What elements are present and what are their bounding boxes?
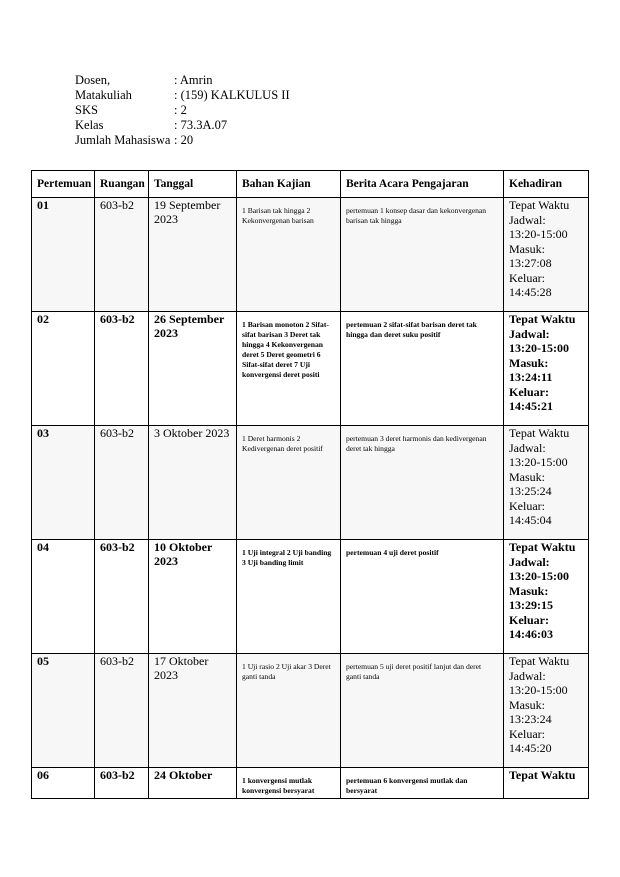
col-header-teaching-notes: Berita Acara Pengajaran [341, 171, 504, 198]
meeting-number: 02 [32, 312, 95, 426]
check-out-time: 14:46:03 [509, 627, 553, 641]
attendance-table [31, 170, 589, 799]
date-cell: 3 Oktober 2023 [149, 426, 237, 540]
attendance-status: Tepat Waktu [509, 198, 570, 212]
check-in-time: 13:25:24 [509, 484, 552, 498]
attendance-cell [504, 312, 589, 426]
meeting-number: 03 [32, 426, 95, 540]
topic-cell: 1 Uji integral 2 Uji banding 3 Uji banding limit [237, 540, 341, 654]
credits-row [75, 103, 290, 118]
meeting-number: 01 [32, 198, 95, 312]
teaching-notes-cell: pertemuan 5 uji deret positif lanjut dan deret ganti tanda [341, 654, 504, 768]
class-label: Kelas [75, 118, 104, 132]
schedule-time: 13:20-15:00 [509, 569, 569, 583]
attendance-cell [504, 654, 589, 768]
date-cell: 17 Oktober 2023 [149, 654, 237, 768]
check-out-label: Keluar: [509, 270, 545, 285]
table-row [32, 654, 589, 768]
col-header-date: Tanggal [149, 171, 237, 198]
check-in-label: Masuk: [509, 241, 545, 256]
check-in-time: 13:29:15 [509, 598, 553, 612]
schedule-time: 13:20-15:00 [509, 455, 568, 469]
room-cell: 603-b2 [95, 426, 149, 540]
teaching-notes-cell: pertemuan 2 sifat-sifat barisan deret tak hingga dan deret suku positif [341, 312, 504, 426]
course-info-header [75, 73, 290, 148]
attendance-status: Tepat Waktu [509, 654, 570, 668]
topic-cell: 1 Uji rasio 2 Uji akar 3 Deret ganti tanda [237, 654, 341, 768]
topic-cell: 1 Deret harmonis 2 Kedivergenan deret positif [237, 426, 341, 540]
col-header-topic: Bahan Kajian [237, 171, 341, 198]
meeting-number: 05 [32, 654, 95, 768]
schedule-label: Jadwal: [509, 212, 546, 227]
lecturer-row [75, 73, 290, 88]
class-value: : 73.3A.07 [174, 118, 228, 132]
attendance-cell [504, 540, 589, 654]
table-row [32, 426, 589, 540]
table-row [32, 198, 589, 312]
student-count-label: Jumlah Mahasiswa [75, 133, 171, 147]
teaching-notes-cell: pertemuan 4 uji deret positif [341, 540, 504, 654]
check-out-label: Keluar: [509, 498, 545, 513]
table-row [32, 540, 589, 654]
check-out-time: 14:45:28 [509, 285, 552, 299]
table-header-row [32, 171, 589, 198]
student-count-value: : 20 [174, 133, 194, 147]
teaching-notes-cell: pertemuan 6 konvergensi mutlak dan bersyarat [341, 768, 504, 799]
attendance-cell [504, 426, 589, 540]
check-in-label: Masuk: [509, 355, 549, 370]
date-cell: 24 Oktober [149, 768, 237, 799]
check-out-time: 14:45:20 [509, 741, 552, 755]
check-out-time: 14:45:21 [509, 399, 553, 413]
check-in-time: 13:23:24 [509, 712, 552, 726]
room-cell: 603-b2 [95, 540, 149, 654]
schedule-label: Jadwal: [509, 554, 550, 569]
class-row [75, 118, 290, 133]
credits-label: SKS [75, 103, 98, 117]
room-cell: 603-b2 [95, 768, 149, 799]
check-in-label: Masuk: [509, 697, 545, 712]
teaching-notes-cell: pertemuan 3 deret harmonis dan kedivergenan deret tak hingga [341, 426, 504, 540]
schedule-time: 13:20-15:00 [509, 227, 568, 241]
meeting-number: 04 [32, 540, 95, 654]
lecturer-value: : Amrin [174, 73, 213, 87]
meeting-number: 06 [32, 768, 95, 799]
schedule-label: Jadwal: [509, 326, 550, 341]
course-value: : (159) KALKULUS II [174, 88, 290, 102]
table-row [32, 312, 589, 426]
col-header-room: Ruangan [95, 171, 149, 198]
schedule-time: 13:20-15:00 [509, 341, 569, 355]
topic-cell: 1 Barisan monoton 2 Sifat-sifat barisan 3 Deret tak hingga 4 Kekonvergenan deret 5 Deret geometri 6 Sifat-sifat deret 7 Uji konvergensi deret positi [237, 312, 341, 426]
attendance-status: Tepat Waktu [509, 768, 576, 782]
check-in-label: Masuk: [509, 583, 549, 598]
schedule-time: 13:20-15:00 [509, 683, 568, 697]
course-row [75, 88, 290, 103]
attendance-status: Tepat Waktu [509, 540, 576, 554]
col-header-meeting: Pertemuan [32, 171, 95, 198]
room-cell: 603-b2 [95, 198, 149, 312]
check-out-label: Keluar: [509, 612, 549, 627]
room-cell: 603-b2 [95, 312, 149, 426]
col-header-attendance: Kehadiran [504, 171, 589, 198]
date-cell: 19 September 2023 [149, 198, 237, 312]
attendance-status: Tepat Waktu [509, 426, 570, 440]
attendance-cell [504, 768, 589, 799]
teaching-notes-cell: pertemuan 1 konsep dasar dan kekonvergenan barisan tak hingga [341, 198, 504, 312]
attendance-status: Tepat Waktu [509, 312, 576, 326]
student-count-row [75, 133, 290, 148]
check-out-label: Keluar: [509, 384, 549, 399]
topic-cell: 1 konvergensi mutlak konvergensi bersyarat [237, 768, 341, 799]
check-in-time: 13:24:11 [509, 370, 553, 384]
course-label: Matakuliah [75, 88, 132, 102]
check-in-time: 13:27:08 [509, 256, 552, 270]
room-cell: 603-b2 [95, 654, 149, 768]
table-row [32, 768, 589, 799]
check-in-label: Masuk: [509, 469, 545, 484]
check-out-label: Keluar: [509, 726, 545, 741]
topic-cell: 1 Barisan tak hingga 2 Kekonvergenan barisan [237, 198, 341, 312]
date-cell: 10 Oktober 2023 [149, 540, 237, 654]
date-cell: 26 September 2023 [149, 312, 237, 426]
schedule-label: Jadwal: [509, 668, 546, 683]
lecturer-label: Dosen, [75, 73, 111, 87]
attendance-cell [504, 198, 589, 312]
schedule-label: Jadwal: [509, 440, 546, 455]
check-out-time: 14:45:04 [509, 513, 552, 527]
credits-value: : 2 [174, 103, 187, 117]
